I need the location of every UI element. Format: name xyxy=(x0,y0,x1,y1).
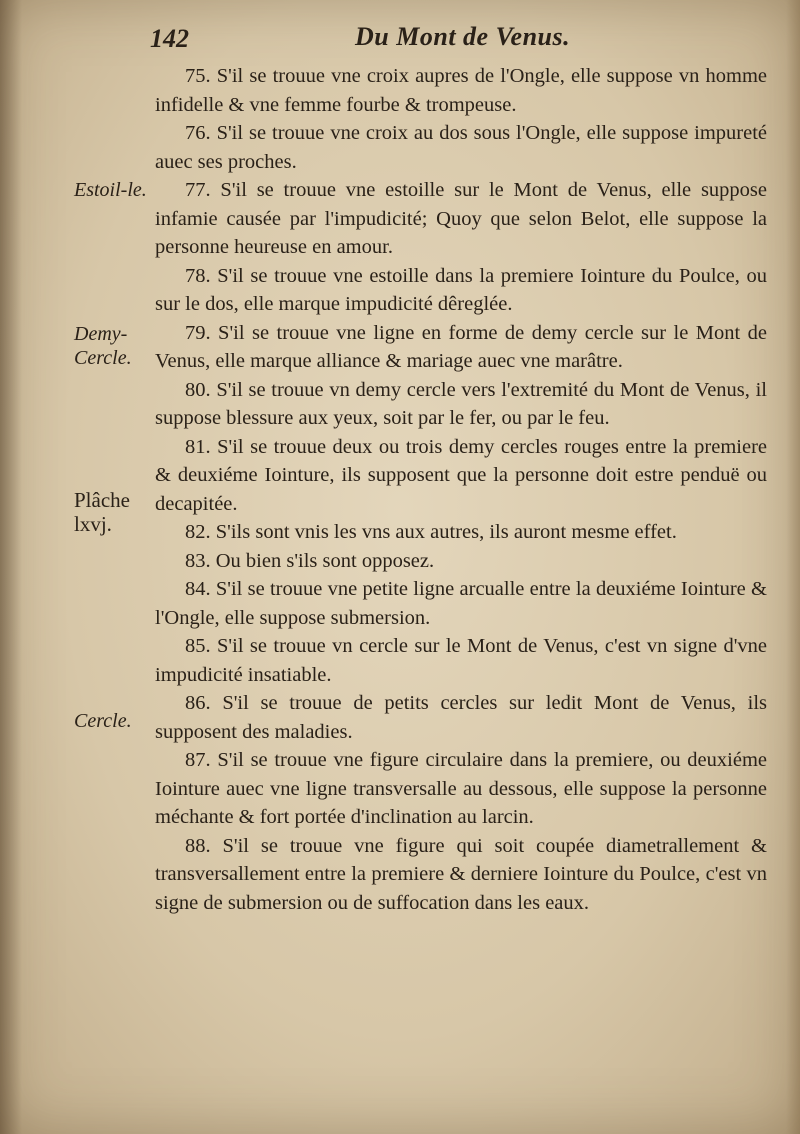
paragraph-82: 82. S'ils sont vnis les vns aux autres, ils auront mesme effet. xyxy=(185,521,677,543)
paragraph-88: 88. S'il se trouue vne figure qui soit coupée diametrallement & transversallement entre la premiere & derniere Iointure du Poulce, c'est vn signe de submersion ou de suffocation dans les eaux. xyxy=(155,834,767,914)
paragraph-87: 87. S'il se trouue vne figure circulaire dans la premiere, ou deuxiéme Iointure auec vne ligne transversalle au dessous, elle suppose la personne méchante & fort portée d'inclination au larcin. xyxy=(155,749,767,828)
paragraph-80: 80. S'il se trouue vn demy cercle vers l'extremité du Mont de Venus, il suppose blessure aux yeux, soit par le fer, ou par le feu. xyxy=(155,378,767,429)
paragraph-84: 84. S'il se trouue vne petite ligne arcualle entre la deuxiéme Iointure & l'Ongle, elle suppose submersion. xyxy=(155,578,767,629)
paragraph-78: 78. S'il se trouue vne estoille dans la premiere Iointure du Poulce, ou sur le dos, elle marque impudicité dêreglée. xyxy=(155,264,767,315)
paragraph-85: 85. S'il se trouue vn cercle sur le Mont de Venus, c'est vn signe d'vne impudicité insatiable. xyxy=(155,635,767,686)
running-title: Du Mont de Venus. xyxy=(355,22,571,51)
paragraph-79: 79. S'il se trouue vne ligne en forme de demy cercle sur le Mont de Venus, elle marque alliance & mariage auec vne marâtre. xyxy=(155,321,767,372)
paragraph-81: 81. S'il se trouue deux ou trois demy cercles rouges entre la premiere & deuxiéme Iointure, ils supposent que la personne doit estre penduë ou decapitée. xyxy=(155,435,767,515)
paragraph-86: 86. S'il se trouue de petits cercles sur ledit Mont de Venus, ils supposent des maladies. xyxy=(155,692,767,743)
paragraph-75: 75. S'il se trouue vne croix aupres de l'Ongle, elle suppose vn homme infidelle & vne femme fourbe & trompeuse. xyxy=(155,65,767,116)
margin-note-demy-cercle: Demy-Cercle. xyxy=(74,323,132,369)
margin-note-planche: Plâche lxvj. xyxy=(74,488,130,536)
page-spine-shadow xyxy=(0,0,22,1134)
body-text xyxy=(155,62,767,917)
paragraph-76: 76. S'il se trouue vne croix au dos sous l'Ongle, elle suppose impureté auec ses proches. xyxy=(155,122,767,173)
page-header xyxy=(150,22,600,58)
page-number: 142 xyxy=(150,24,189,53)
paragraph-77: 77. S'il se trouue vne estoille sur le Mont de Venus, elle suppose infamie causée par l'impudicité; Quoy que selon Belot, elle suppose la personne heureuse en amour. xyxy=(155,179,767,258)
margin-note-estoile: Estoil-le. xyxy=(74,179,147,201)
paragraph-83: 83. Ou bien s'ils sont opposez. xyxy=(185,549,435,572)
page-edge-shadow xyxy=(786,0,800,1134)
margin-note-cercle: Cercle. xyxy=(74,710,132,732)
